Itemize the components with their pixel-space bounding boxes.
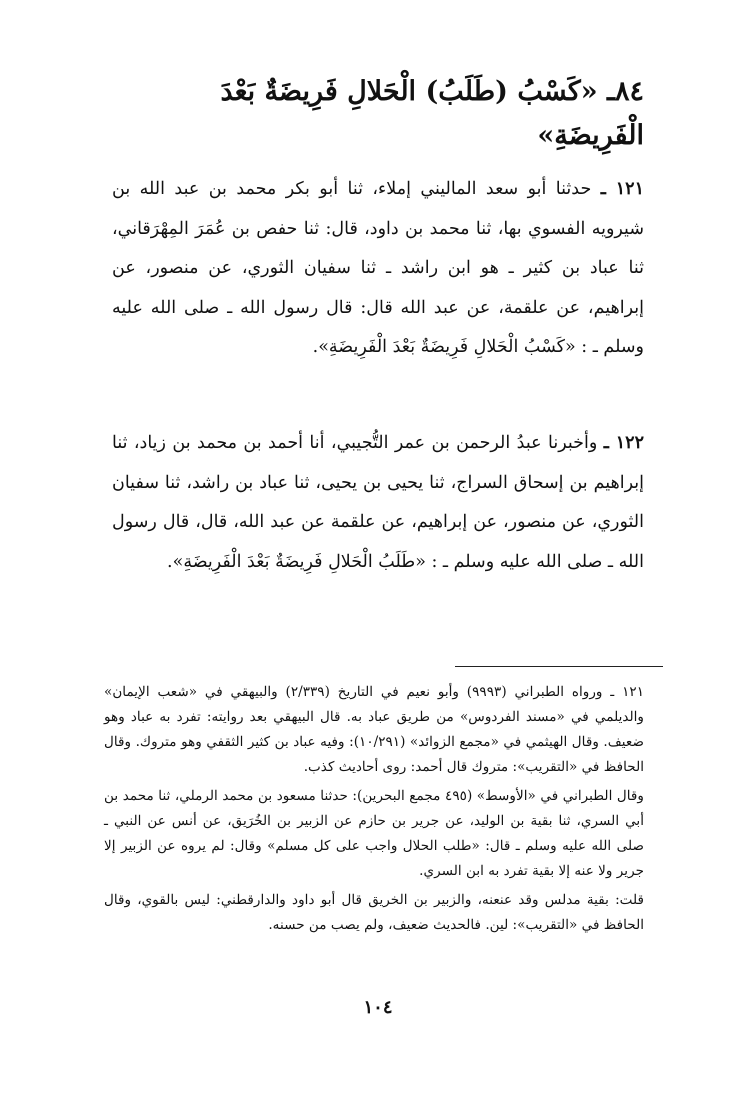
hadith-text: حدثنا أبو سعد الماليني إملاء، ثنا أبو بكر محمد بن عبد الله بن شيرويه الفسوي بها، ثنا محمد بن داود، قال: ثنا حفص بن عُمَرَ المِهْرَقاني، ثنا عباد بن كثير ـ هو ابن راشد ـ ثنا سفيان الثوري، عن منصور، عن إبراهيم، عن علقمة، عن عبد الله قال: قال رسول الله ـ صلى الله عليه وسلم ـ : «كَسْبُ الْحَلالِ فَرِيضَةٌ بَعْدَ الْفَرِيضَةِ». [112,179,644,357]
footnote-divider [455,666,663,667]
footnote-paragraph: وقال الطبراني في «الأوسط» (٤٩٥ مجمع البحرين): حدثنا مسعود بن محمد الرملي، ثنا محمد بن أبي السري، ثنا بقية بن الوليد، عن جرير بن حازم عن الزبير بن الخُرَيق، عن أنس عن النبي ـ صلى الله عليه وسلم ـ قال: «طلب الحلال واجب على كل مسلم» وقال: لم يروه عن الزبير إلا جرير ولا عنه إلا بقية تفرد به ابن السري. [104,788,644,879]
hadith-text: وأخبرنا عبدُ الرحمن بن عمر التُّجيبي، أنا أحمد بن محمد بن زياد، ثنا إبراهيم بن إسحاق السراج، ثنا يحيى بن يحيى، ثنا عباد بن راشد، ثنا سفيان الثوري، عن منصور، عن إبراهيم، عن علقمة عن عبد الله، قال، قال رسول الله ـ صلى الله عليه وسلم ـ : «طَلَبُ الْحَلالِ فَرِيضَةٌ بَعْدَ الْفَرِيضَةِ». [112,433,644,572]
hadith-122 [112,424,644,582]
footnotes [104,680,644,942]
hadith-number: ١٢١ ـ [600,179,644,199]
page-number: ١٠٤ [363,997,393,1018]
chapter-title: ٨٤ـ «كَسْبُ (طَلَبُ) الْحَلالِ فَرِيضَةٌ بَعْدَ الْفَرِيضَةِ» [220,76,644,151]
footnote-paragraph: ١٢١ ـ ورواه الطبراني (٩٩٩٣) وأبو نعيم في التاريخ (٢/٣٣٩) والبيهقي في «شعب الإيمان» والديلمي في «مسند الفردوس» من طريق عباد به. قال البيهقي بعد روايته: تفرد به عباد وهو ضعيف. وقال الهيثمي في «مجمع الزوائد» (١٠/٢٩١): وفيه عباد بن كثير الثقفي وهو متروك. وقال الحافظ في «التقريب»: متروك قال أحمد: روى أحاديث كذب. [104,684,644,775]
hadith-number: ١٢٢ ـ [603,433,644,453]
footnote-paragraph: قلت: بقية مدلس وقد عنعنه، والزبير بن الخريق قال أبو داود والدارقطني: ليس بالقوي، وقال الحافظ في «التقريب»: لين. فالحديث ضعيف، ولم يصب من حسنه. [104,892,644,933]
hadith-121 [112,170,644,368]
